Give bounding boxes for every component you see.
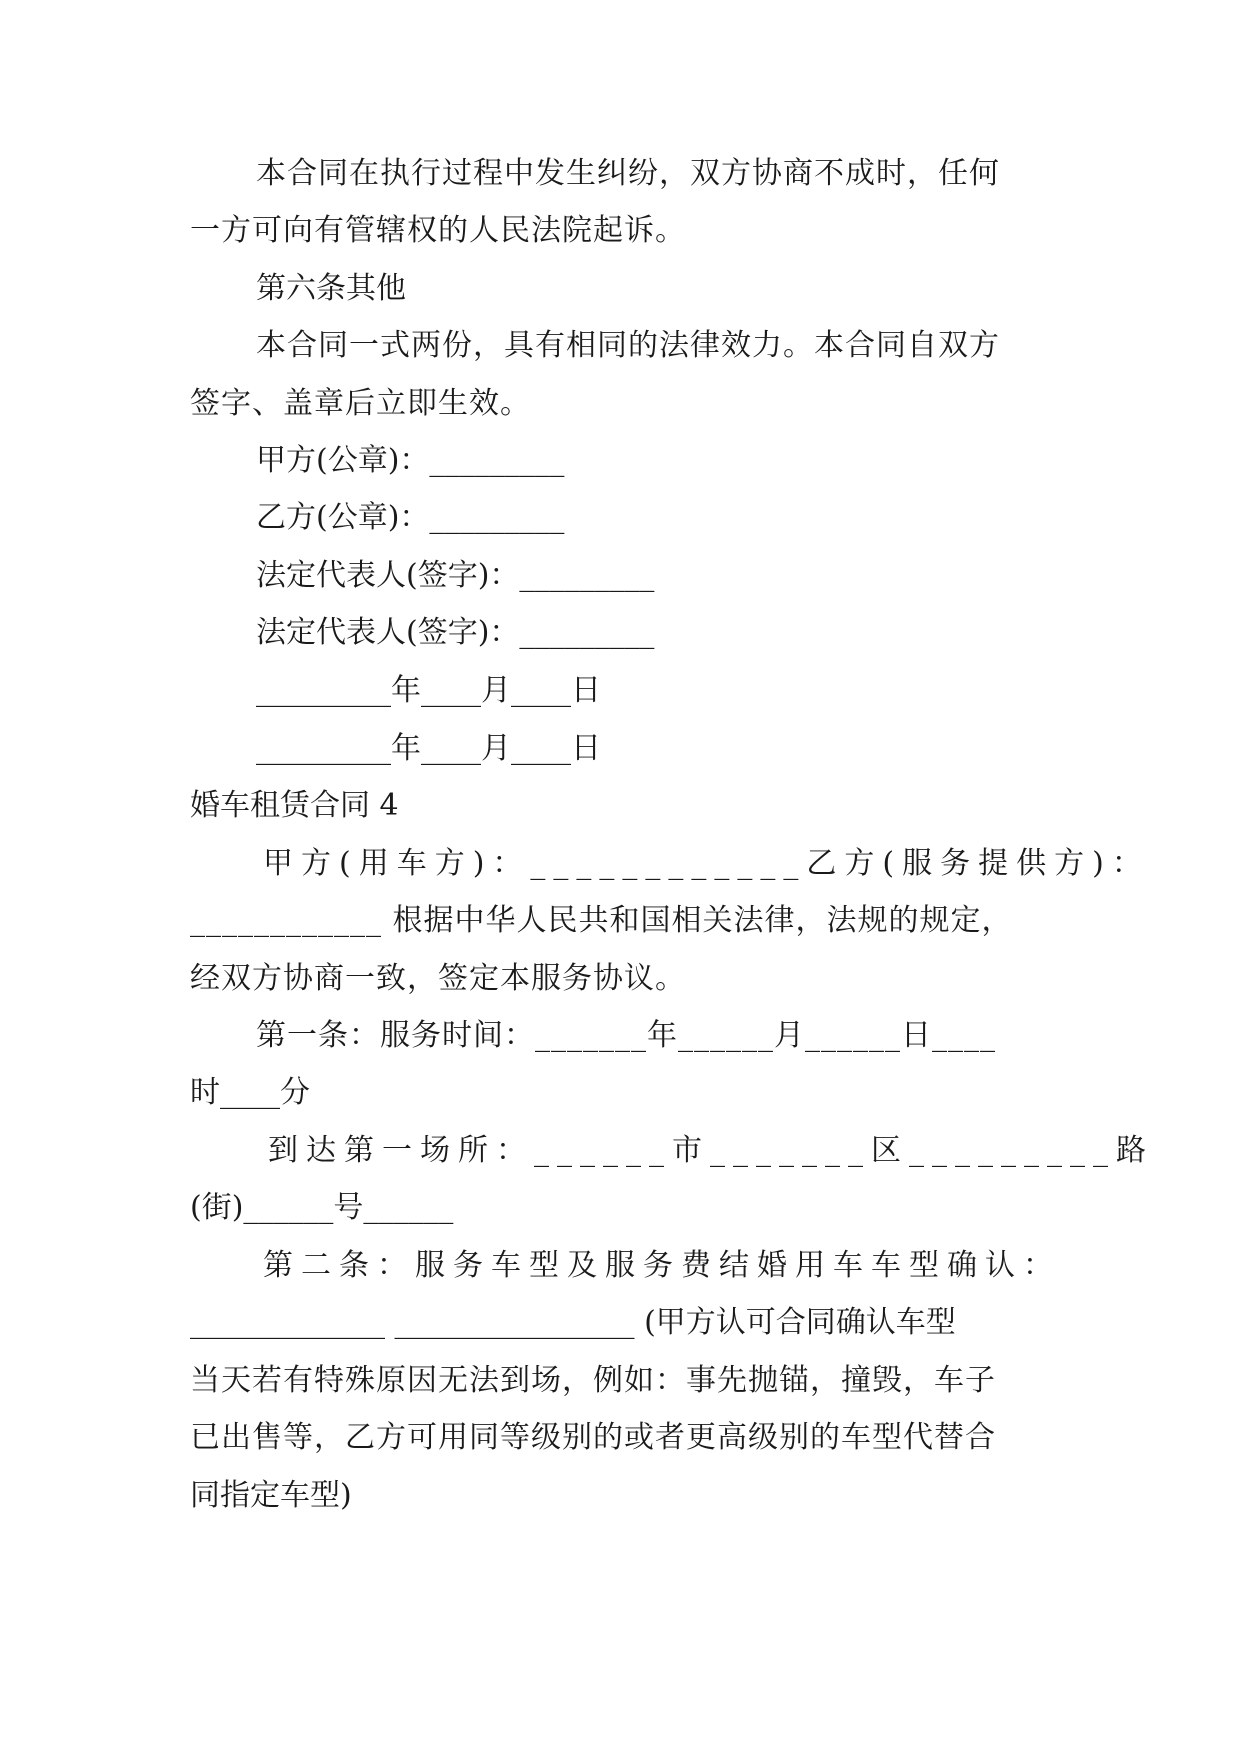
vehicle-model-line-4: 同指定车型) bbox=[190, 1478, 352, 1513]
article-two-heading: 第二条：服务车型及服务费结婚用车车型确认： bbox=[263, 1248, 1061, 1283]
first-venue-line-2: (街)______号______ bbox=[190, 1190, 454, 1225]
paragraph-copies-line-1: 本合同一式两份，具有相同的法律效力。本合同自双方 bbox=[256, 328, 1000, 363]
paragraph-dispute-line-2: 一方可向有管辖权的人民法院起诉。 bbox=[190, 213, 686, 248]
date-field-1: _________年____月____日 bbox=[256, 673, 601, 708]
paragraph-dispute-line-1: 本合同在执行过程中发生纠纷，双方协商不成时，任何 bbox=[256, 156, 1000, 191]
legal-rep-signature-field-2: 法定代表人(签字)：_________ bbox=[256, 615, 655, 650]
contract-4-title: 婚车租赁合同 4 bbox=[190, 788, 399, 823]
vehicle-model-line-2: 当天若有特殊原因无法到场，例如：事先抛锚，撞毁，车子 bbox=[190, 1363, 996, 1398]
paragraph-copies-line-2: 签字、盖章后立即生效。 bbox=[190, 386, 531, 421]
first-venue-line-1: 到达第一场所：______市_______区_________路 bbox=[268, 1133, 1154, 1168]
legal-basis-line-1: ____________ 根据中华人民共和国相关法律，法规的规定， bbox=[190, 903, 1013, 938]
party-b-seal-field: 乙方(公章)：_________ bbox=[256, 500, 565, 535]
legal-rep-signature-field-1: 法定代表人(签字)：_________ bbox=[256, 558, 655, 593]
legal-basis-line-2: 经双方协商一致，签定本服务协议。 bbox=[190, 961, 686, 996]
vehicle-model-line-1: _____________ ________________ (甲方认可合同确认车型 bbox=[190, 1305, 956, 1340]
parties-line: 甲方(用车方)：____________乙方(服务提供方)： bbox=[263, 846, 1150, 881]
vehicle-model-line-3: 已出售等，乙方可用同等级别的或者更高级别的车型代替合 bbox=[190, 1420, 996, 1455]
article-one-service-time: 第一条：服务时间：_______年______月______日____ bbox=[256, 1018, 996, 1053]
article-six-heading: 第六条其他 bbox=[256, 271, 406, 306]
party-a-seal-field: 甲方(公章)：_________ bbox=[256, 443, 565, 478]
article-one-service-time-cont: 时____分 bbox=[190, 1075, 310, 1110]
date-field-2: _________年____月____日 bbox=[256, 731, 601, 766]
